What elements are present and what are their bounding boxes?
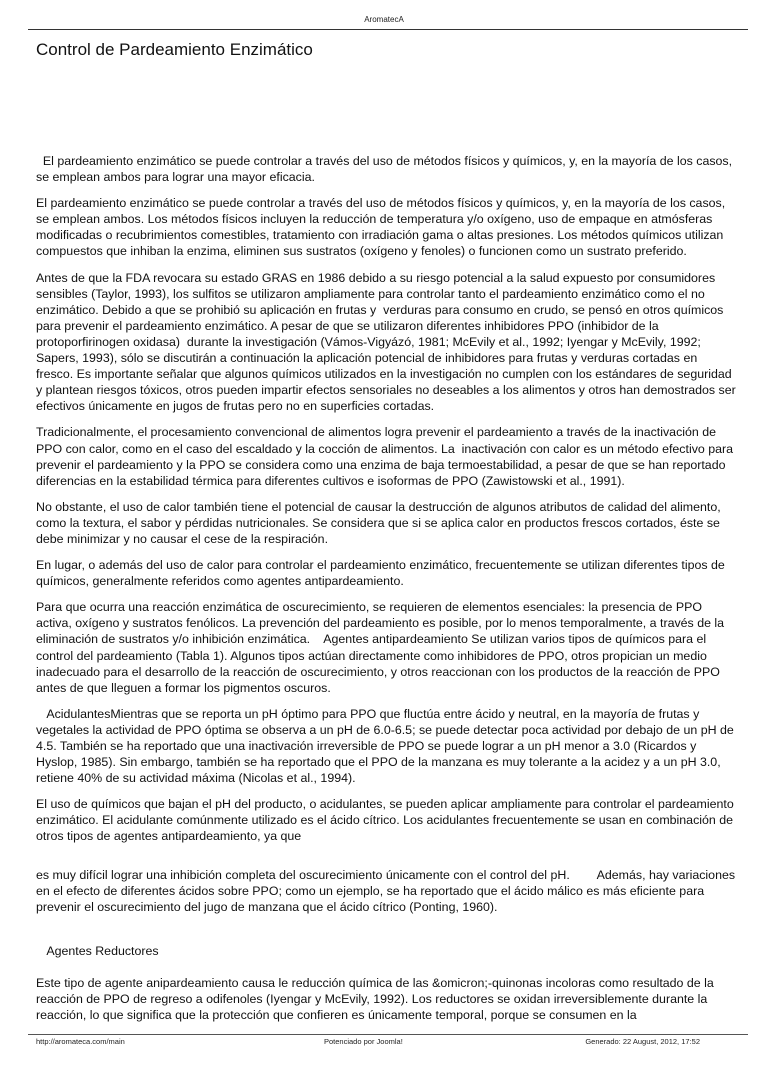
header-divider [28, 29, 748, 30]
page-title: Control de Pardeamiento Enzimático [36, 40, 313, 59]
footer-url: http://aromateca.com/main [36, 1037, 125, 1046]
article-body [36, 153, 740, 1033]
paragraph-acidulants: AcidulantesMientras que se reporta un pH óptimo para PPO que fluctúa entre ácido y neutral, en la mayoría de frutas y vegetales la actividad de PPO óptima se observa a un pH de 6.0-6.5; se puede detectar poca actividad por debajo de un pH de 4.5. También se ha reportado que una inactivación irreversible de PPO se puede lograr a un pH menor a 3.0 (Ricardos y Hyslop, 1985). Sin embargo, también se ha reportado que el PPO de la manzana es muy tolerante a la acidez y a un pH 3.0, retiene 40% de su actividad máxima (Nicolas et al., 1994). [36, 706, 738, 786]
paragraph-ph: El uso de químicos que bajan el pH del producto, o acidulantes, se pueden aplicar ampliamente para controlar el pardeamiento enzimático. El acidulante comúnmente utilizado es el ácido cítrico. Los acidulantes frecuentemente se usan en combinación de otros tipos de agentes antipardeamiento, ya que [36, 797, 738, 844]
paragraph-sulfites: Antes de que la FDA revocara su estado GRAS en 1986 debido a su riesgo potencial a la salud expuesto por consumidores sensibles (Taylor, 1993), los sulfitos se utilizaron ampliamente para controlar tanto el pardeamiento enzimático como el no enzimático. Debido a que se prohibió su aplicación en frutas y verduras para consumo en crudo, se pensó en otros químicos para prevenir el pardeamiento enzimático. A pesar de que se utilizaron diferentes inhibidores PPO (inhibidor de la protoporfirinogen oxidasa) durante la investigación (Vámos-Vigyázó, 1981; McEvily et al., 1992; Iyengar y McEvily, 1992; Sapers, 1993), sólo se discutirán a continuación la aplicación potencial de inhibidores para frutas y verduras cortadas en fresco. Es importante señalar que algunos químicos utilizados en la investigación no cumplen con los estándares de seguridad y plantean riesgos tóxicos, otros pueden impartir efectos sensoriales no deseables a los alimentos y otros han demostrados ser efectivos únicamente en jugos de frutas pero no en superficies cortadas. [36, 270, 740, 414]
paragraph-antibrowning: Para que ocurra una reacción enzimática de oscurecimiento, se requieren de elementos esenciales: la presencia de PPO activa, oxígeno y sustratos fenólicos. La prevención del pardeamiento es posible, por lo menos temporalmente, a través de la eliminación de sustratos y/o inhibición enzimática. Agentes antipardeamiento Se utilizan varios tipos de químicos para el control del pardeamiento (Tabla 1). Algunos tipos actúan directamente como inhibidores de PPO, otros propician un medio inadecuado para el desarrollo de la reacción de oscurecimiento, y otros reaccionan con los productos de la reacción de PPO antes de que lleguen a formar los pigmentos oscuros. [36, 600, 728, 695]
footer-generated-date: Generado: 22 August, 2012, 17:52 [585, 1037, 700, 1046]
paragraph-reducing-agents: Este tipo de agente anipardeamiento causa le reducción química de las &omicron;-quinonas incoloras como resultado de la reacción de PPO de regreso a odifenoles (Iyengar y McEvily, 1992). Los reductores se oxidan irreversiblemente durante la reacción, lo que significa que la protección que confieren es únicamente temporal, porque se consumen en la [36, 975, 718, 1023]
paragraph-heat-drawbacks: No obstante, el uso de calor también tiene el potencial de causar la destrucción de algunos atributos de calidad del alimento, como la textura, el sabor y pérdidas nutricionales. Se considera que si se aplica calor en productos frescos cortados, éste se debe minimizar y no causar el cese de la respiración. [36, 499, 725, 546]
site-name: AromatecA [364, 15, 404, 24]
paragraph-heat: Tradicionalmente, el procesamiento convencional de alimentos logra prevenir el pardeamiento a través de la inactivación de PPO con calor, como en el caso del escaldado y la cocción de alimentos. La inactivación con calor es un método efectivo para prevenir el pardeamiento y la PPO se considera como una enzima de baja termoestabilidad, a pesar de que se han reportado diferencias en la estabilidad térmica para diferentes cultivos e isoformas de PPO (Zawistowski et al., 1991). [36, 425, 737, 488]
intro-paragraph: El pardeamiento enzimático se puede controlar a través del uso de métodos físicos y químicos, y, en la mayoría de los casos, se emplean ambos para lograr una mayor eficacia. [36, 154, 736, 185]
page-footer [28, 1034, 748, 1049]
paragraph-chemicals: En lugar, o además del uso de calor para controlar el pardeamiento enzimático, frecuentemente se utilizan diferentes tipos de químicos, generalmente referidos como agentes antipardeamiento. [36, 558, 729, 589]
paragraph-methods: El pardeamiento enzimático se puede controlar a través del uso de métodos físicos y químicos, y, en la mayoría de los casos, se emplean ambos. Los métodos físicos incluyen la reducción de temperatura y/o oxígeno, uso de empaque en atmósferas modificadas o recubrimientos comestibles, tratamiento con irradiación gama o altas presiones. Los métodos químicos utilizan compuestos que inhiban la enzima, eliminen sus sustratos (oxígeno y fenoles) o funcionen como un sustrato preferido. [36, 196, 729, 259]
paragraph-acids: es muy difícil lograr una inhibición completa del oscurecimiento únicamente con el control del pH. Además, hay variaciones en el efecto de diferentes ácidos sobre PPO; como un ejemplo, se ha reportado que el ácido málico es más eficiente para prevenir el oscurecimiento del jugo de manzana que el ácido cítrico (Ponting, 1960). [36, 867, 739, 914]
footer-powered-by: Potenciado por Joomla! [324, 1037, 403, 1046]
section-heading-reducing-agents: Agentes Reductores [36, 943, 159, 958]
